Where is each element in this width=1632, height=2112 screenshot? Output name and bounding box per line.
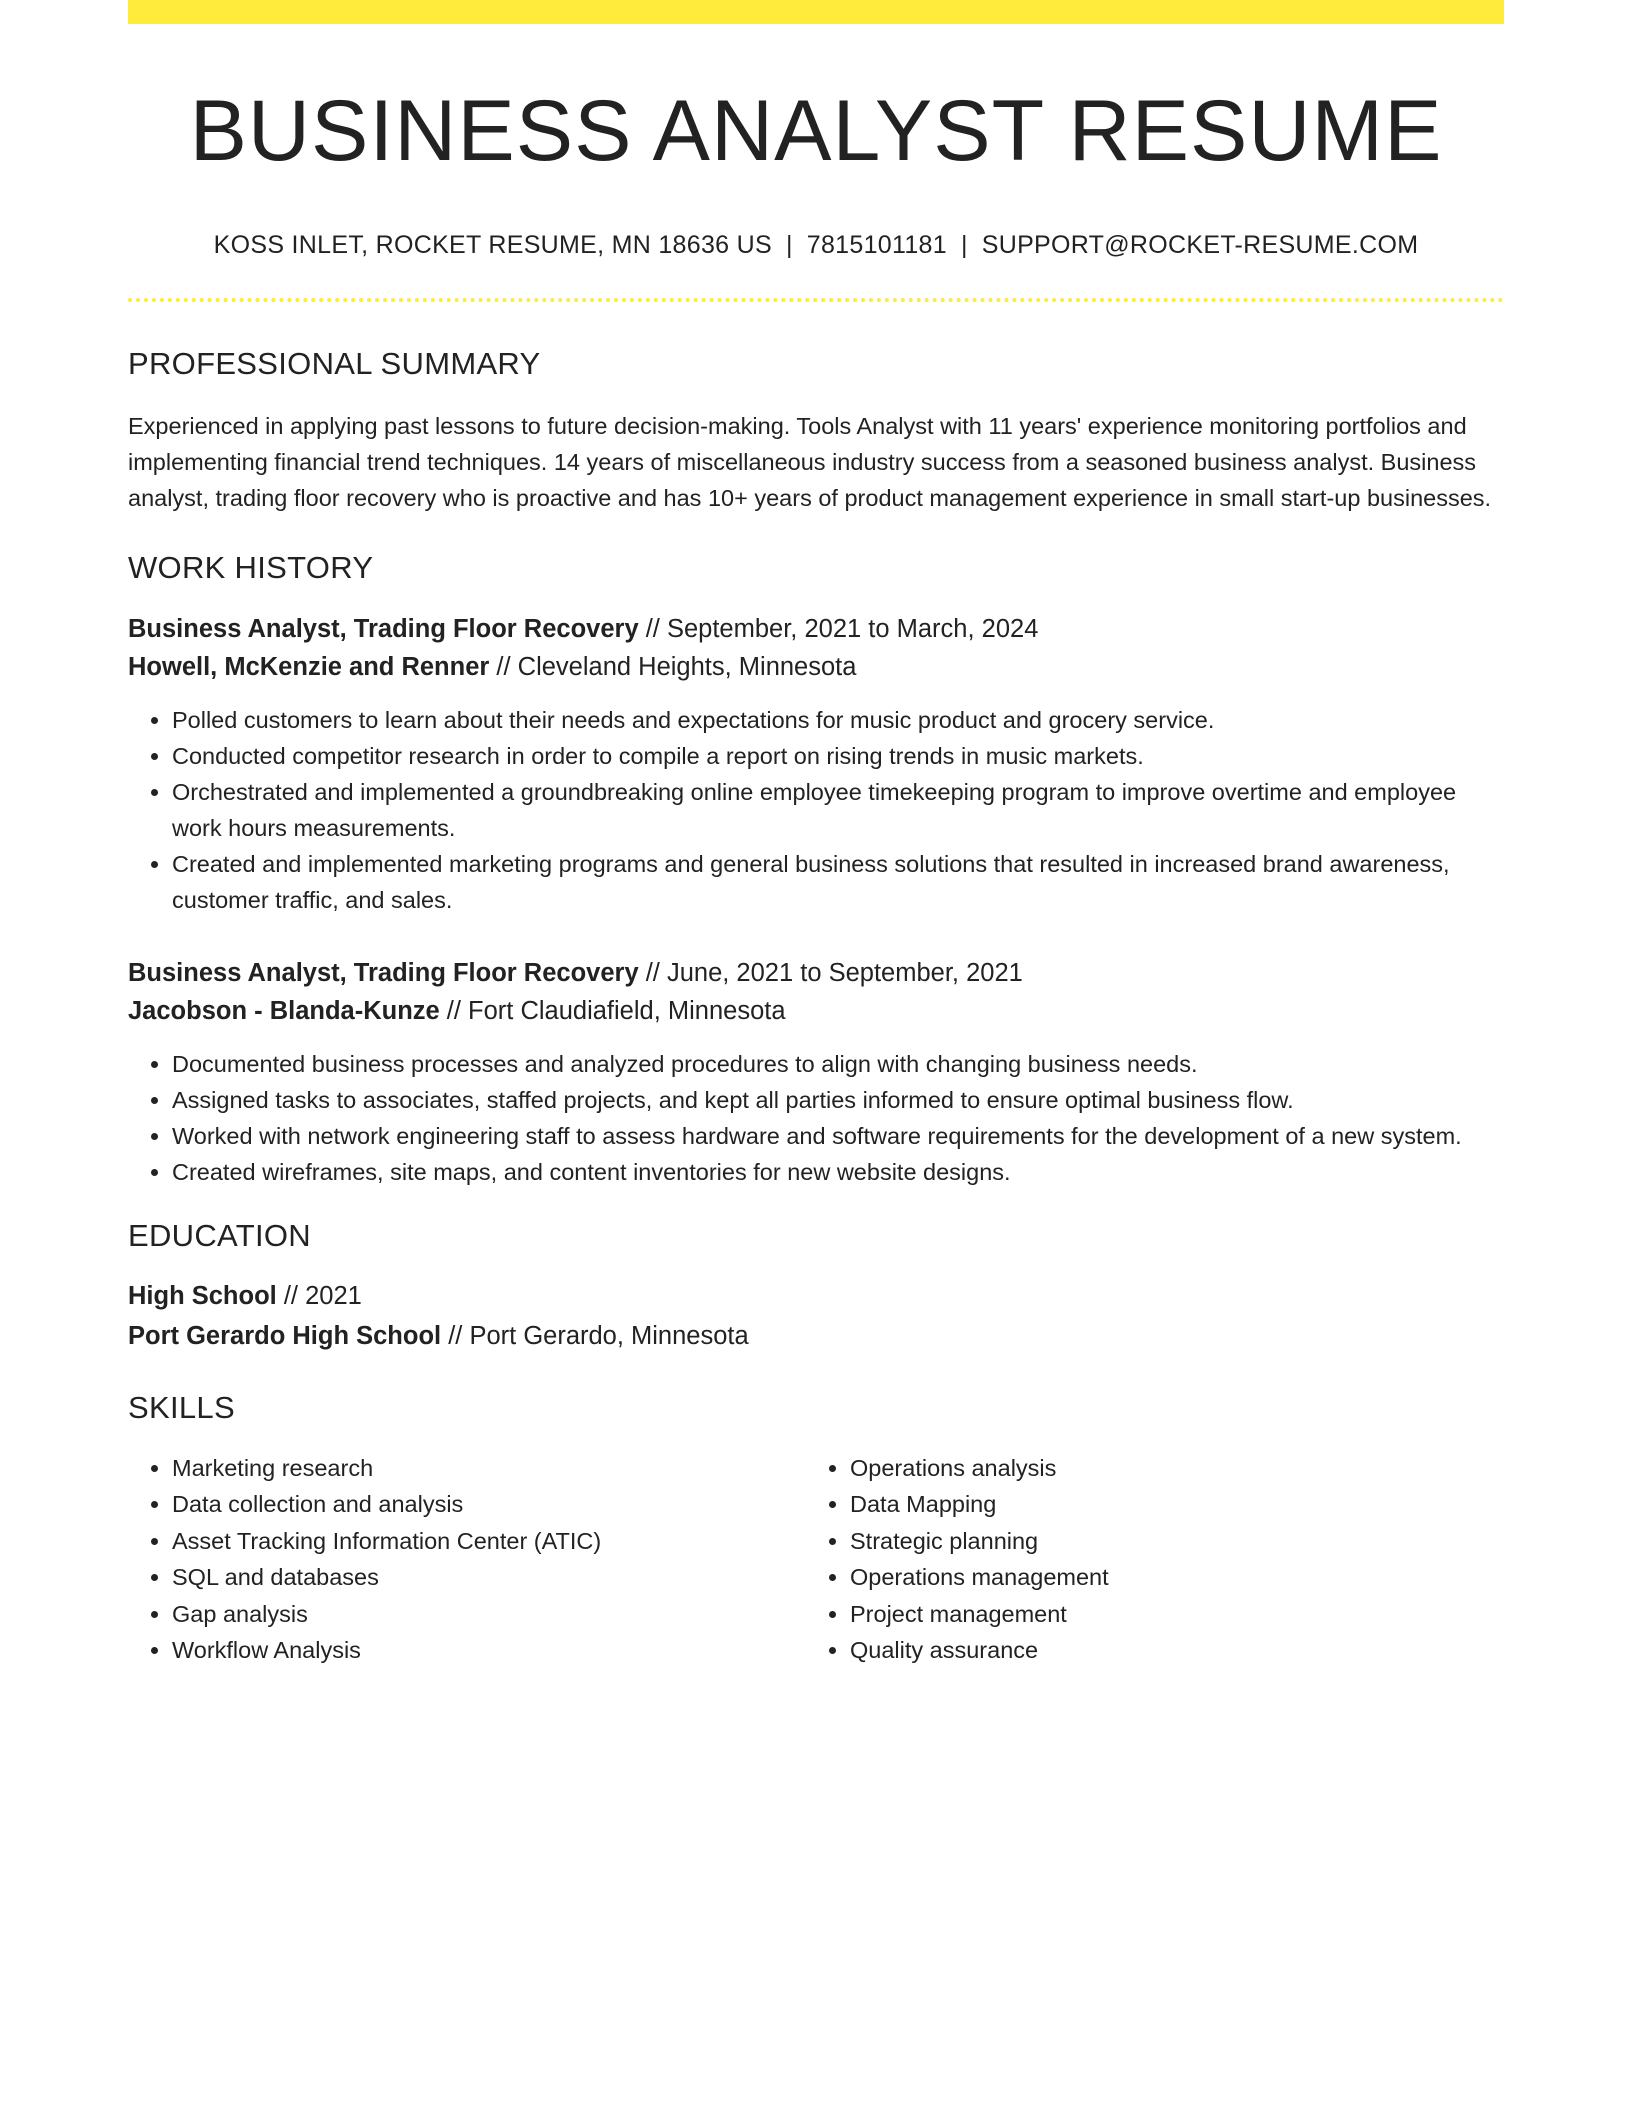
skills-column-left (128, 1450, 806, 1669)
contact-email: SUPPORT@ROCKET-RESUME.COM (981, 230, 1419, 259)
education-school-name: Port Gerardo High School (128, 1321, 442, 1350)
list-item: • Data Mapping (850, 1486, 1484, 1523)
job-entry (128, 954, 1504, 1190)
list-item: • Conducted competitor research in order to compile a report on rising trends in music markets. (172, 738, 1504, 774)
list-item: • Operations analysis (850, 1450, 1484, 1487)
skills-grid (128, 1450, 1504, 1669)
resume-title: BUSINESS ANALYST RESUME (189, 83, 1443, 179)
job-bullets (128, 1046, 1504, 1190)
list-item: • Asset Tracking Information Center (ATIC) (172, 1523, 806, 1560)
job-role: Business Analyst, Trading Floor Recovery (128, 614, 639, 643)
section-title-work-history: WORK HISTORY (128, 549, 374, 585)
job-location: // Cleveland Heights, Minnesota (489, 652, 857, 681)
education-school (128, 1316, 1504, 1356)
resume-page (128, 0, 1504, 1669)
list-item: • Project management (850, 1596, 1484, 1633)
contact-phone: 7815101181 (806, 230, 947, 259)
job-company: Jacobson - Blanda-Kunze (128, 996, 440, 1025)
section-title-education: EDUCATION (128, 1217, 311, 1253)
list-item: • Assigned tasks to associates, staffed projects, and kept all parties informed to ensure optimal business flow. (172, 1082, 1504, 1118)
list-item: • Workflow Analysis (172, 1632, 806, 1669)
skills-column-right (806, 1450, 1484, 1669)
job-heading (128, 954, 1504, 992)
job-dates: // September, 2021 to March, 2024 (638, 614, 1039, 643)
education-year: // 2021 (276, 1281, 362, 1310)
list-item: • Gap analysis (172, 1596, 806, 1633)
contact-line (128, 231, 1504, 260)
accent-bar (128, 0, 1504, 24)
contact-address: KOSS INLET, ROCKET RESUME, MN 18636 US (213, 230, 772, 259)
education-degree (128, 1276, 1504, 1316)
section-title-summary: PROFESSIONAL SUMMARY (128, 345, 541, 381)
contact-separator: | (785, 230, 793, 259)
job-role: Business Analyst, Trading Floor Recovery (128, 958, 639, 987)
job-dates: // June, 2021 to September, 2021 (638, 958, 1023, 987)
job-heading (128, 610, 1504, 648)
list-item: • Orchestrated and implemented a groundbreaking online employee timekeeping program to improve overtime and employee work hours measurements. (172, 774, 1504, 846)
list-item: • Created and implemented marketing programs and general business solutions that resulted in increased brand awareness, customer traffic, and sales. (172, 846, 1504, 918)
list-item: • Documented business processes and analyzed procedures to align with changing business needs. (172, 1046, 1504, 1082)
contact-separator: | (960, 230, 968, 259)
list-item: • Operations management (850, 1559, 1484, 1596)
job-employer (128, 648, 1504, 686)
education-degree-name: High School (128, 1281, 277, 1310)
job-location: // Fort Claudiafield, Minnesota (439, 996, 786, 1025)
education-location: // Port Gerardo, Minnesota (441, 1321, 749, 1350)
job-employer (128, 992, 1504, 1030)
section-title-skills: SKILLS (128, 1389, 235, 1425)
list-item: • Strategic planning (850, 1523, 1484, 1560)
job-company: Howell, McKenzie and Renner (128, 652, 490, 681)
list-item: • SQL and databases (172, 1559, 806, 1596)
list-item: • Created wireframes, site maps, and content inventories for new website designs. (172, 1154, 1504, 1190)
summary-text: Experienced in applying past lessons to future decision-making. Tools Analyst with 11 years' experience monitoring portfolios and implementing financial trend techniques. 14 years of miscellaneous industry success from a seasoned business analyst. Business analyst, trading floor recovery who is proactive and has 10+ years of product management experience in small start-up businesses. (128, 412, 1492, 511)
list-item: • Marketing research (172, 1450, 806, 1487)
list-item: • Quality assurance (850, 1632, 1484, 1669)
job-bullets (128, 702, 1504, 918)
list-item: • Polled customers to learn about their needs and expectations for music product and grocery service. (172, 702, 1504, 738)
job-entry (128, 610, 1504, 918)
list-item: • Data collection and analysis (172, 1486, 806, 1523)
dotted-divider (128, 298, 1504, 302)
list-item: • Worked with network engineering staff to assess hardware and software requirements for the development of a new system. (172, 1118, 1504, 1154)
